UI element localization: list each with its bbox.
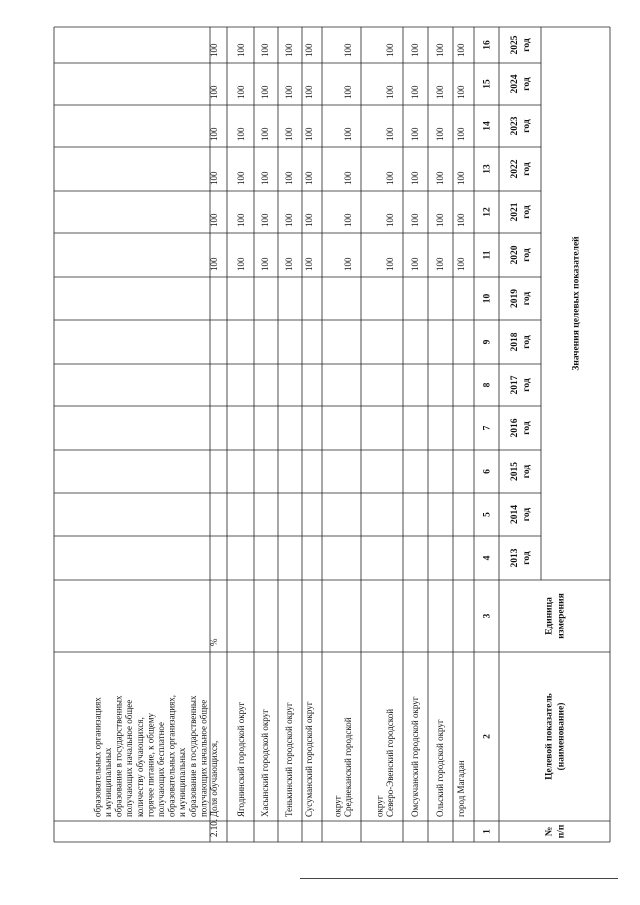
indicator-description-line: образование в государственных bbox=[187, 695, 198, 817]
value-2021: 100 bbox=[343, 213, 353, 227]
value-2022: 100 bbox=[435, 171, 445, 185]
value-2025: 100 bbox=[236, 43, 246, 57]
header-year-unit: год bbox=[522, 551, 532, 565]
municipality-name: Среднеканский городской bbox=[343, 717, 353, 817]
value-2024: 100 bbox=[236, 85, 246, 99]
header-year-unit: год bbox=[522, 248, 532, 262]
value-2020: 100 bbox=[410, 257, 420, 271]
column-number-2: 2 bbox=[482, 734, 493, 739]
column-number-7: 7 bbox=[482, 425, 493, 431]
column-number-12: 12 bbox=[482, 207, 493, 217]
value-2024: 100 bbox=[209, 85, 219, 99]
value-2021: 100 bbox=[209, 213, 219, 227]
column-number-9: 9 bbox=[482, 339, 493, 345]
header-year-unit: год bbox=[522, 464, 532, 479]
value-2025: 100 bbox=[304, 43, 314, 57]
municipality-name: Северо-Эвенский городской bbox=[385, 708, 395, 817]
header-year-2019: 2019 bbox=[510, 289, 520, 308]
indicator-description-line: и муниципальных bbox=[103, 747, 113, 817]
column-number-11: 11 bbox=[482, 250, 493, 260]
header-year-unit: год bbox=[522, 291, 532, 306]
indicator-description-line: Доля обучающихся, bbox=[209, 740, 219, 817]
header-year-unit: год bbox=[522, 77, 532, 91]
column-number-6: 6 bbox=[482, 469, 493, 474]
column-number-15: 15 bbox=[482, 79, 493, 89]
row-number: 2.10. bbox=[209, 819, 219, 837]
value-2022: 100 bbox=[209, 171, 219, 185]
value-2020: 100 bbox=[385, 257, 395, 271]
header-values-group: Значения целевых показателей bbox=[571, 236, 582, 371]
header-num-line-2: п/п bbox=[556, 824, 567, 839]
value-2023: 100 bbox=[304, 127, 314, 141]
value-2021: 100 bbox=[284, 213, 294, 227]
header-year-unit: год bbox=[522, 205, 532, 219]
value-2023: 100 bbox=[343, 127, 353, 141]
value-2025: 100 bbox=[209, 43, 219, 57]
value-2022: 100 bbox=[304, 171, 314, 185]
header-indicator-line-2: (наименование) bbox=[556, 702, 567, 771]
value-2022: 100 bbox=[410, 171, 420, 185]
value-2022: 100 bbox=[236, 171, 246, 185]
value-2024: 100 bbox=[343, 85, 353, 99]
value-2025: 100 bbox=[435, 43, 445, 57]
value-2022: 100 bbox=[343, 171, 353, 185]
column-number-10: 10 bbox=[482, 293, 493, 304]
value-2022: 100 bbox=[260, 171, 270, 185]
footer-line bbox=[300, 878, 618, 879]
header-year-2024: 2024 bbox=[510, 74, 520, 94]
header-year-2025: 2025 bbox=[510, 35, 520, 55]
header-year-unit: год bbox=[522, 162, 532, 176]
header-indicator-line-1: Целевой показатель bbox=[544, 693, 555, 780]
municipality-name: город Магадан bbox=[456, 760, 466, 817]
value-2021: 100 bbox=[304, 213, 314, 227]
header-year-2021: 2021 bbox=[510, 202, 520, 222]
value-2023: 100 bbox=[284, 127, 294, 141]
header-num-line-1: № bbox=[544, 826, 555, 837]
value-2022: 100 bbox=[284, 171, 294, 185]
value-2024: 100 bbox=[284, 85, 294, 99]
indicator-description-line: образование в государственных bbox=[113, 695, 124, 817]
header-year-unit: год bbox=[522, 119, 532, 133]
header-year-2023: 2023 bbox=[510, 116, 520, 136]
header-year-2017: 2017 bbox=[510, 375, 520, 395]
value-2024: 100 bbox=[260, 85, 270, 99]
header-year-2014: 2014 bbox=[510, 505, 520, 524]
value-2020: 100 bbox=[435, 257, 445, 271]
value-2025: 100 bbox=[456, 43, 466, 57]
indicator-description-line: образовательных организациях, bbox=[166, 695, 177, 817]
municipality-name: округ bbox=[374, 795, 385, 817]
indicator-description-line: образовательных организациях bbox=[92, 697, 103, 817]
value-2024: 100 bbox=[410, 85, 420, 99]
header-year-2018: 2018 bbox=[510, 332, 520, 352]
header-year-2015: 2015 bbox=[510, 462, 520, 481]
indicator-description-line: горячее питание, к общему bbox=[145, 713, 156, 817]
municipality-name: округ bbox=[332, 795, 343, 817]
municipality-name: Тенькинский городской округ bbox=[284, 702, 294, 817]
header-year-2016: 2016 bbox=[510, 418, 520, 438]
value-2023: 100 bbox=[410, 127, 420, 141]
value-2020: 100 bbox=[284, 257, 294, 271]
header-year-unit: год bbox=[522, 378, 532, 392]
value-2023: 100 bbox=[236, 127, 246, 141]
value-2021: 100 bbox=[435, 213, 445, 227]
unit-value: % bbox=[209, 638, 219, 646]
value-2021: 100 bbox=[410, 213, 420, 227]
value-2023: 100 bbox=[435, 127, 445, 141]
indicator-description-line: получающих начальное общее bbox=[198, 699, 209, 817]
municipality-name: Омсукчанский городской округ bbox=[410, 696, 420, 817]
value-2025: 100 bbox=[260, 43, 270, 57]
value-2023: 100 bbox=[385, 127, 395, 141]
header-unit-line-1: Единица bbox=[544, 597, 555, 635]
value-2021: 100 bbox=[385, 213, 395, 227]
value-2024: 100 bbox=[435, 85, 445, 99]
value-2025: 100 bbox=[284, 43, 294, 57]
column-number-8: 8 bbox=[482, 382, 493, 388]
column-number-5: 5 bbox=[482, 512, 493, 517]
value-2024: 100 bbox=[304, 85, 314, 99]
column-number-14: 14 bbox=[482, 121, 493, 131]
municipality-name: Хасынский городской округ bbox=[260, 709, 270, 817]
value-2020: 100 bbox=[236, 257, 246, 271]
value-2021: 100 bbox=[260, 213, 270, 227]
indicator-description-line: и муниципальных bbox=[177, 747, 188, 817]
indicator-description-line: количеству обучающихся, bbox=[134, 717, 145, 817]
header-year-2022: 2022 bbox=[510, 159, 520, 179]
value-2020: 100 bbox=[209, 257, 219, 271]
column-number-4: 4 bbox=[482, 555, 493, 561]
column-number-13: 13 bbox=[482, 164, 493, 174]
indicator-description-line: получающих начальное общее bbox=[124, 699, 135, 817]
header-year-unit: год bbox=[522, 335, 532, 349]
value-2025: 100 bbox=[343, 43, 353, 57]
header-year-unit: год bbox=[522, 507, 532, 522]
value-2022: 100 bbox=[456, 171, 466, 185]
value-2024: 100 bbox=[385, 85, 395, 99]
header-year-2013: 2013 bbox=[510, 548, 520, 568]
column-number-1: 1 bbox=[482, 829, 493, 834]
indicator-description-line: получающих бесплатное bbox=[156, 721, 166, 817]
value-2020: 100 bbox=[343, 257, 353, 271]
header-year-unit: год bbox=[522, 421, 532, 435]
value-2023: 100 bbox=[209, 127, 219, 141]
municipality-name: Сусуманский городской округ bbox=[304, 701, 314, 817]
value-2020: 100 bbox=[456, 257, 466, 271]
header-year-2020: 2020 bbox=[510, 245, 520, 265]
value-2020: 100 bbox=[260, 257, 270, 271]
value-2020: 100 bbox=[304, 257, 314, 271]
value-2023: 100 bbox=[260, 127, 270, 141]
column-number-3: 3 bbox=[482, 613, 493, 619]
value-2022: 100 bbox=[385, 171, 395, 185]
value-2025: 100 bbox=[385, 43, 395, 57]
header-unit-line-2: измерения bbox=[556, 593, 567, 639]
municipality-name: Ягоднинский городской округ bbox=[236, 701, 246, 817]
value-2021: 100 bbox=[456, 213, 466, 227]
value-2024: 100 bbox=[456, 85, 466, 99]
municipality-name: Ольский городской округ bbox=[435, 719, 445, 817]
header-year-unit: год bbox=[522, 38, 532, 52]
column-number-16: 16 bbox=[482, 40, 493, 50]
value-2023: 100 bbox=[456, 127, 466, 141]
value-2025: 100 bbox=[410, 43, 420, 57]
value-2021: 100 bbox=[236, 213, 246, 227]
